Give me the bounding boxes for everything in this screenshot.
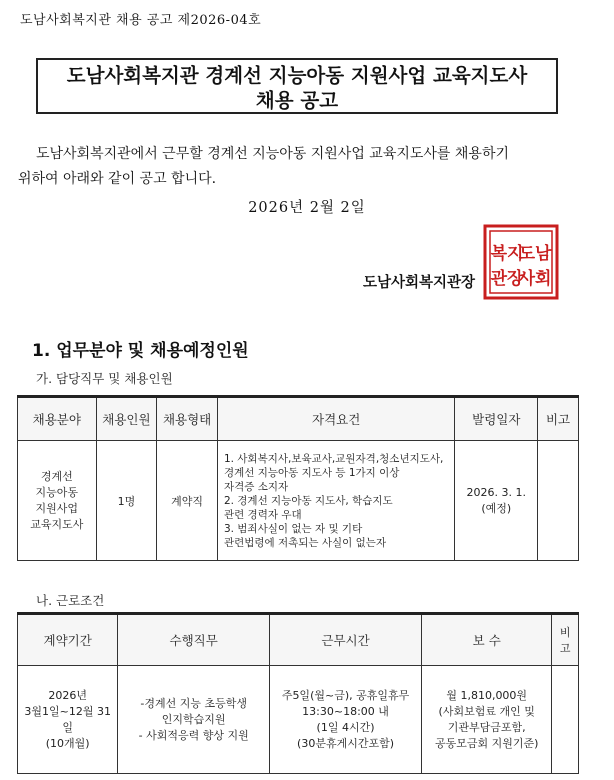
col-header: 수행직무 xyxy=(118,614,270,666)
cell-hours: 주5일(월~금), 공휴일휴무 13:30~18:00 내 (1일 4시간) (30분휴게시간포함) xyxy=(270,666,422,774)
title-line-1: 도남사회복지관 경계선 지능아동 지원사업 교육지도사 xyxy=(66,64,528,87)
official-seal xyxy=(483,224,559,300)
col-header: 근무시간 xyxy=(270,614,422,666)
duties-table xyxy=(17,395,579,561)
col-header: 발령일자 xyxy=(455,397,538,441)
page-title xyxy=(36,58,558,114)
cell-period: 2026년 3월1일~12월 31일 (10개월) xyxy=(18,666,118,774)
col-header: 채용인원 xyxy=(96,397,157,441)
col-header: 자격요건 xyxy=(217,397,455,441)
svg-text:사회: 사회 xyxy=(518,269,552,289)
cell-start-date: 2026. 3. 1. (예정) xyxy=(455,441,538,561)
announcement-date: 2026년 2월 2일 xyxy=(248,200,366,216)
cell-remarks xyxy=(538,441,579,561)
col-header: 계약기간 xyxy=(18,614,118,666)
table-header-row xyxy=(18,397,579,441)
section-heading: 1. 업무분야 및 채용예정인원 xyxy=(32,341,249,361)
col-header: 채용형태 xyxy=(157,397,218,441)
cell-remarks xyxy=(552,666,579,774)
subheading-conditions: 나. 근로조건 xyxy=(36,593,105,608)
cell-count: 1명 xyxy=(96,441,157,561)
cell-requirements: 1. 사회복지사,보육교사,교원자격,청소년지도사, 경계선 지능아동 지도사 등 1가지 이상 자격증 소지자 2. 경계선 지능아동 지도사, 학습지도 관련 경력자 우대 3. 범죄사실이 없는 자 및 기타 관련법령에 저촉되는 사실이 없는자 xyxy=(217,441,455,561)
conditions-table xyxy=(17,612,579,774)
signer-name: 도남사회복지관장 xyxy=(363,275,476,291)
title-line-2: 채용 공고 xyxy=(255,89,339,112)
svg-text:관장: 관장 xyxy=(490,269,524,289)
intro-line-2: 위하여 아래와 같이 공고 합니다. xyxy=(18,171,217,187)
cell-duties: -경계선 지능 초등학생 인지학습지원 - 사회적응력 향상 지원 xyxy=(118,666,270,774)
table-header-row xyxy=(18,614,579,666)
document-number: 도남사회복지관 채용 공고 제2026-04호 xyxy=(20,13,262,28)
svg-text:복지: 복지 xyxy=(490,244,524,264)
col-header: 비고 xyxy=(552,614,579,666)
table-row xyxy=(18,441,579,561)
cell-type: 계약직 xyxy=(157,441,218,561)
intro-line-1: 도남사회복지관에서 근무할 경계선 지능아동 지원사업 교육지도사를 채용하기 xyxy=(36,146,509,162)
cell-pay: 월 1,810,000원 (사회보험료 개인 및 기관부담금포함, 공동모금회 지원기준) xyxy=(422,666,552,774)
col-header: 보 수 xyxy=(422,614,552,666)
col-header: 채용분야 xyxy=(18,397,97,441)
table-row xyxy=(18,666,579,774)
cell-field: 경계선 지능아동 지원사업 교육지도사 xyxy=(18,441,97,561)
intro-paragraph xyxy=(18,142,598,192)
subheading-duties: 가. 담당직무 및 채용인원 xyxy=(36,371,173,386)
col-header: 비고 xyxy=(538,397,579,441)
svg-text:도남: 도남 xyxy=(518,244,552,264)
